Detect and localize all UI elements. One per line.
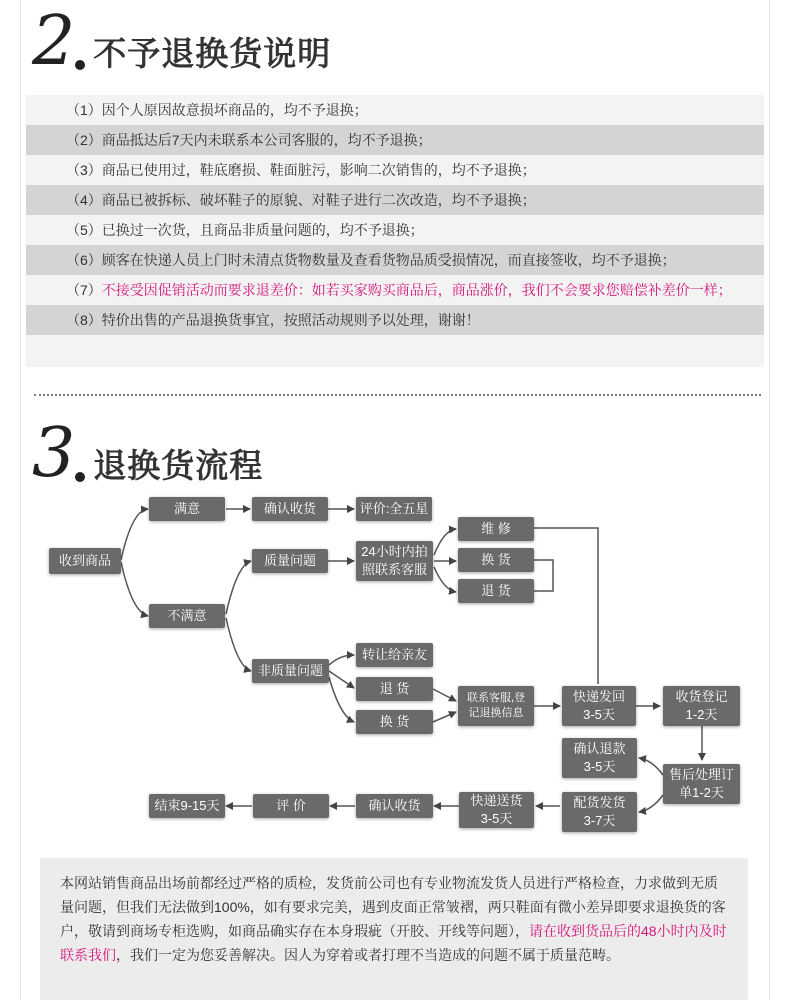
node-ship-back: 快递发回 3-5天 [562, 686, 636, 726]
node-satisfied: 满意 [149, 497, 225, 521]
rule-item-1: （1）因个人原因故意损坏商品的，均不予退换； [66, 102, 368, 118]
quality-notice [40, 858, 748, 1000]
rule-item-5: （5）已换过一次货，且商品非质量问题的，均不予退换； [66, 222, 424, 238]
node-exchange-quality: 换 货 [458, 548, 534, 572]
section2-number: 2 [32, 2, 74, 81]
node-return-quality: 退 货 [458, 579, 534, 603]
notice-part2: ，我们一定为您妥善解决。因人为穿着或者打理不当造成的问题不属于质量范畴。 [116, 947, 620, 963]
node-exchange-nonquality: 换 货 [356, 710, 433, 734]
node-express-delivery: 快递送货 3-5天 [459, 792, 534, 828]
rule-item-4: （4）商品已被拆标、破坏鞋子的原貌、对鞋子进行二次改造，均不予退换； [26, 185, 764, 215]
node-non-quality-issue: 非质量问题 [252, 659, 329, 683]
notice-highlight: 请在收到货品后的48小时内及时联系我们 [60, 923, 727, 963]
notice-text [40, 858, 748, 967]
node-confirm-receipt-2: 确认收货 [356, 794, 433, 818]
node-unsatisfied: 不满意 [149, 604, 225, 628]
rule-item-6: （6）顾客在快递人员上门时未清点货物数量及查看货物品质受损情况，而直接签收，均不予退换； [26, 245, 764, 275]
node-quality-issue: 质量问题 [252, 549, 328, 573]
node-receipt-register: 收货登记 1-2天 [663, 686, 740, 726]
rule-item-8: （8）特价出售的产品退换货事宜，按照活动规则予以处理，谢谢！ [26, 305, 764, 335]
node-aftersale-processing: 售后处理订 单1-2天 [663, 764, 740, 804]
node-end: 结束9-15天 [149, 794, 225, 818]
rule-item-2: （2）商品抵达后7天内未联系本公司客服的，均不予退换； [26, 125, 764, 155]
node-distribute-ship: 配货发货 3-7天 [562, 792, 637, 832]
node-review: 评 价 [253, 794, 329, 818]
section3-number: 3 [32, 414, 74, 493]
node-register-return-info: 联系客服,登 记退换信息 [458, 686, 534, 726]
node-return-nonquality: 退 货 [356, 677, 433, 701]
node-confirm-receipt-1: 确认收货 [252, 497, 328, 521]
node-receive-goods: 收到商品 [49, 548, 121, 574]
rule-item-7: （7）不接受因促销活动而要求退差价：如若买家购买商品后，商品涨价，我们不会要求您赔偿补差价一样； [66, 282, 732, 298]
node-transfer-to-friend: 转让给亲友 [356, 643, 433, 667]
node-contact-24h: 24小时内拍 照联系客服 [356, 541, 433, 581]
rule-item-3: （3）商品已使用过，鞋底磨损、鞋面脏污，影响二次销售的，均不予退换； [66, 162, 536, 178]
section2-title: 不予退换货说明 [93, 34, 332, 73]
notice-part1: 本网站销售商品出场前都经过严格的质检，发货前公司也有专业物流发货人员进行严格检查，力求做到无质量问题，但我们无法做到100%，如有要求完美，遇到皮面正常皱褶，两只鞋面有微小差异即要求退换货的客户，敬请到商场专柜选购，如商品确实存在本身瑕疵（开胶、开线等问题）， [60, 875, 726, 939]
node-confirm-refund: 确认退款 3-5天 [562, 738, 637, 778]
node-repair: 维 修 [458, 517, 534, 541]
section3-title: 退换货流程 [93, 446, 264, 485]
node-five-star-review: 评价:全五星 [356, 497, 432, 521]
